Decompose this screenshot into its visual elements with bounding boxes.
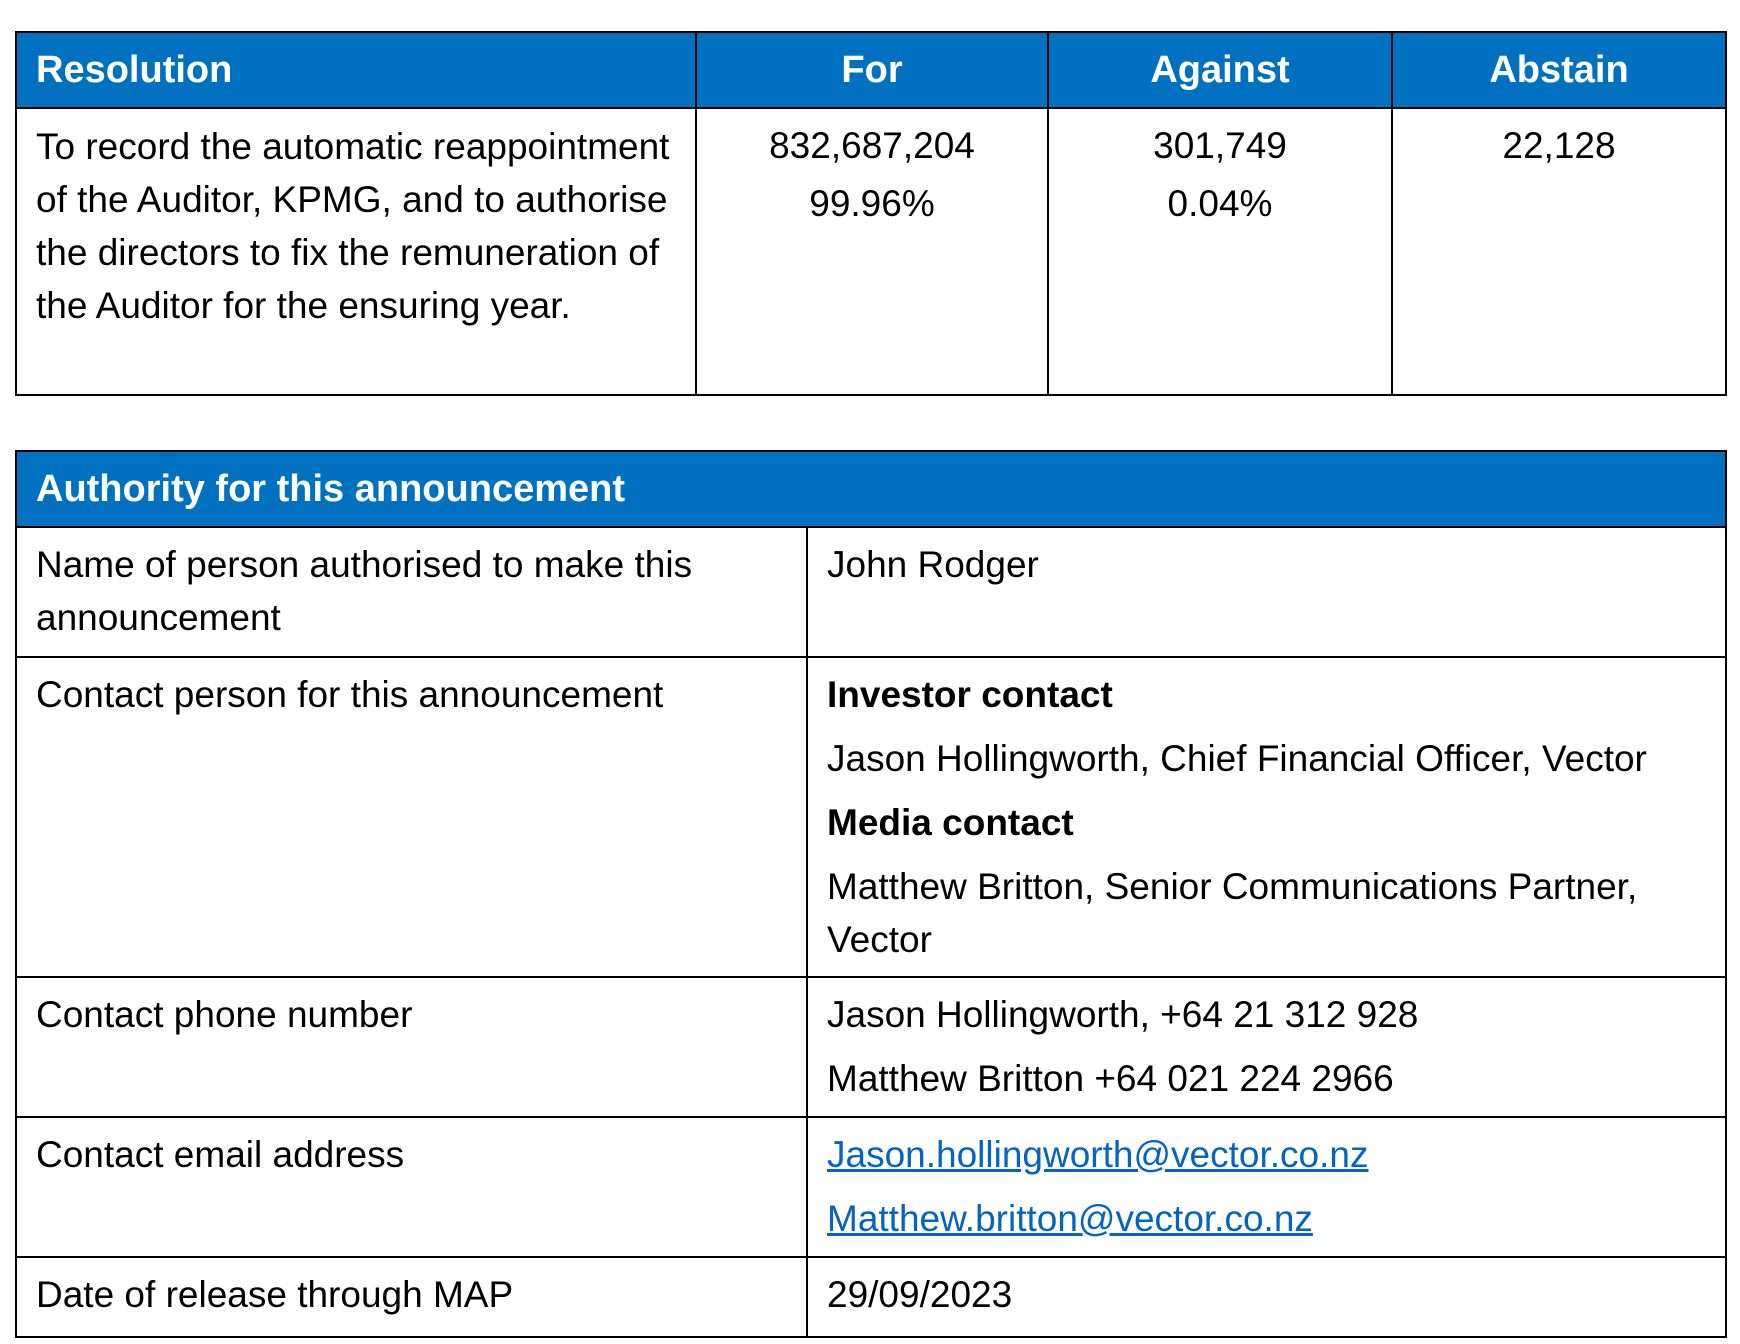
for-percent: 99.96% [809, 183, 935, 224]
email-line-1 [827, 1128, 1711, 1181]
email-link-jason[interactable]: Jason.hollingworth@vector.co.nz [827, 1134, 1369, 1175]
for-votes: 832,687,204 [769, 125, 975, 166]
email-link-matthew[interactable]: Matthew.britton@vector.co.nz [827, 1198, 1313, 1239]
contact-email-label: Contact email address [16, 1117, 807, 1257]
contact-person-value [807, 657, 1726, 977]
contact-email-row [16, 1117, 1726, 1257]
authorised-person-label: Name of person authorised to make this announcement [16, 527, 807, 657]
release-date-row [16, 1257, 1726, 1337]
phone-line-jason: Jason Hollingworth, +64 21 312 928 [827, 994, 1419, 1035]
header-abstain: Abstain [1392, 32, 1726, 108]
against-votes: 301,749 [1153, 125, 1287, 166]
resolution-header-row [16, 32, 1726, 108]
resolution-row [16, 108, 1726, 395]
authorised-person-row [16, 527, 1726, 657]
release-date-label: Date of release through MAP [16, 1257, 807, 1337]
header-for: For [696, 32, 1048, 108]
contact-phone-value [807, 977, 1726, 1117]
authority-header-row [16, 451, 1726, 527]
contact-person-row [16, 657, 1726, 977]
against-cell [1048, 108, 1392, 395]
investor-contact-heading: Investor contact [827, 674, 1113, 715]
investor-contact-value: Jason Hollingworth, Chief Financial Officer, Vector [827, 738, 1647, 779]
against-percent: 0.04% [1167, 183, 1273, 224]
contact-phone-label: Contact phone number [16, 977, 807, 1117]
contact-email-value [807, 1117, 1726, 1257]
phone-line-matthew: Matthew Britton +64 021 224 2966 [827, 1058, 1394, 1099]
authority-title: Authority for this announcement [16, 451, 1726, 527]
abstain-votes: 22,128 [1502, 125, 1616, 166]
media-contact-heading: Media contact [827, 802, 1074, 843]
abstain-cell [1392, 108, 1726, 395]
authorised-person-value: John Rodger [807, 527, 1726, 657]
media-contact-value: Matthew Britton, Senior Communications Partner, Vector [827, 866, 1638, 960]
contact-phone-row [16, 977, 1726, 1117]
resolution-table [15, 31, 1727, 396]
for-cell [696, 108, 1048, 395]
header-against: Against [1048, 32, 1392, 108]
email-line-2 [827, 1192, 1711, 1245]
contact-person-label: Contact person for this announcement [16, 657, 807, 977]
header-resolution: Resolution [16, 32, 696, 108]
release-date-value: 29/09/2023 [807, 1257, 1726, 1337]
resolution-description: To record the automatic reappointment of the Auditor, KPMG, and to authorise the directors to fix the remuneration of the Auditor for the ensuring year. [16, 108, 696, 395]
authority-table [15, 450, 1727, 1338]
